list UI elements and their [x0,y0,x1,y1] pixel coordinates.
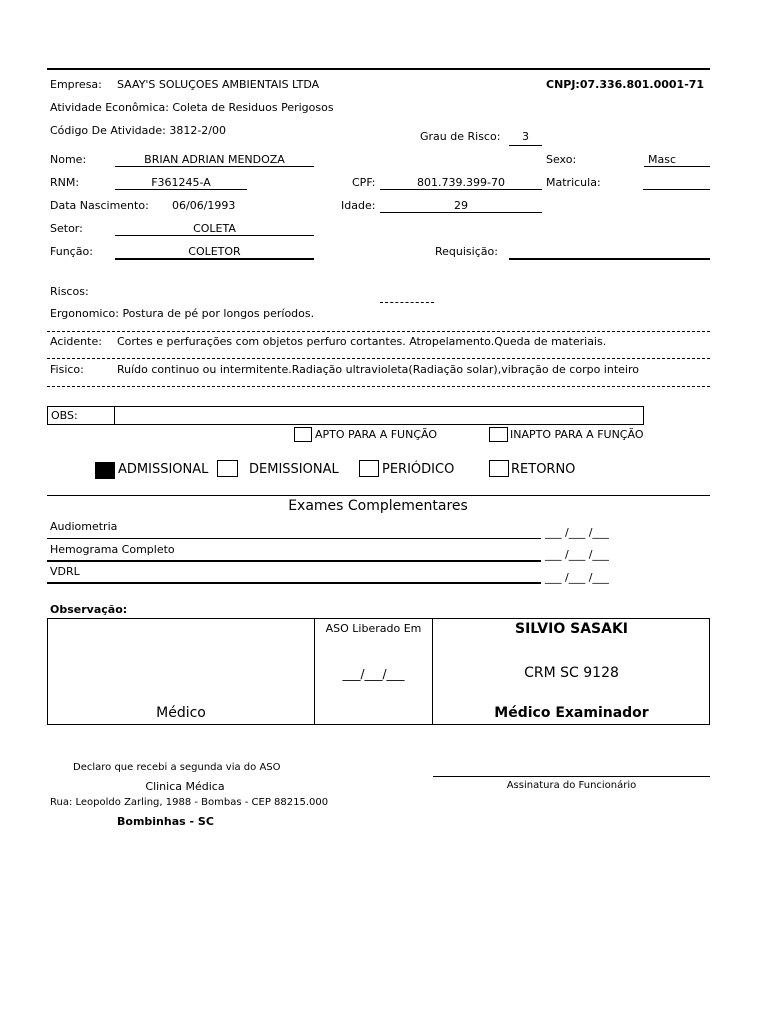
periodico-checkbox[interactable] [359,460,379,477]
clinica-address: Rua: Leopoldo Zarling, 1988 - Bombas - CEP 88215.000 [50,797,329,808]
nome-underline [115,166,314,167]
nome-label: Nome: [50,153,87,166]
exame-name-0: Audiometria [50,520,118,533]
nascimento-label: Data Nascimento: [50,199,149,212]
ergonomico-text: Ergonomico: Postura de pé por longos períodos. [50,307,315,320]
exame-date-1: ___ /___ /___ [545,548,609,561]
rnm-value: F361245-A [151,176,211,189]
fisico-label: Fisico: [50,363,84,376]
riscos-title: Riscos: [50,285,89,298]
ergonomico-divider [47,331,710,332]
admissional-checkbox[interactable] [95,462,115,479]
exame-name-1: Hemograma Completo [50,543,175,556]
inapto-label: INAPTO PARA A FUNÇÃO [510,428,644,441]
exame-name-2: VDRL [50,565,80,578]
retorno-label: RETORNO [511,462,576,477]
nome-value: BRIAN ADRIAN MENDOZA [144,153,285,166]
periodico-label: PERIÓDICO [382,462,455,477]
funcao-underline [115,258,314,260]
acidente-value: Cortes e perfurações com objetos perfuro cortantes. Atropelamento.Queda de materiais. [117,335,607,348]
requisicao-label: Requisição: [435,245,498,258]
acidente-label: Acidente: [50,335,102,348]
setor-underline [115,235,314,236]
idade-underline [380,212,542,213]
requisicao-underline [509,258,710,260]
apto-label: APTO PARA A FUNÇÃO [315,428,438,441]
matricula-label: Matricula: [546,176,601,189]
exames-top-rule [47,495,710,496]
doctor-crm: CRM SC 9128 [524,665,619,681]
grau-risco-underline [509,145,542,146]
codigo-atividade-text: Código De Atividade: 3812-2/00 [50,124,226,137]
setor-value: COLETA [193,222,236,235]
funcao-label: Função: [50,245,93,258]
idade-value: 29 [454,199,468,212]
exames-title: Exames Complementares [288,498,468,514]
apto-checkbox[interactable] [294,427,312,442]
fisico-value: Ruído continuo ou intermitente.Radiação ultravioleta(Radiação solar),vibração de corpo inteiro [117,363,639,376]
obs-label: OBS: [51,409,78,422]
sexo-label: Sexo: [546,153,577,166]
cpf-underline [380,189,542,190]
idade-label: Idade: [341,199,376,212]
exame-row-line-2 [47,582,541,584]
observacao-label: Observação: [50,603,128,616]
riscos-dash-fragment [380,302,434,303]
medico-label: Médico [156,705,206,721]
nascimento-value: 06/06/1993 [172,199,236,212]
matricula-underline [643,189,710,190]
inapto-checkbox[interactable] [489,427,508,442]
exame-date-0: ___ /___ /___ [545,526,609,539]
cpf-value: 801.739.399-70 [417,176,505,189]
funcao-value: COLETOR [188,245,241,258]
rnm-underline [115,189,247,190]
exame-row-line-0 [47,538,541,539]
grau-risco-value: 3 [522,130,529,143]
assinatura-line [433,776,710,777]
grau-risco-label: Grau de Risco: [420,130,501,143]
atividade-text: Atividade Econômica: Coleta de Residuos Perigosos [50,101,334,114]
top-rule [47,68,710,70]
exame-date-2: ___ /___ /___ [545,571,609,584]
rnm-label: RNM: [50,176,80,189]
aso-liberado-date: ___/___/___ [342,667,405,681]
clinica-name: Clinica Médica [145,780,225,793]
doctor-name: SILVIO SASAKI [515,621,628,637]
cpf-label: CPF: [352,176,376,189]
admissional-label: ADMISSIONAL [118,462,209,477]
medico-examinador-label: Médico Examinador [494,705,649,721]
clinica-city: Bombinhas - SC [117,815,214,828]
setor-label: Setor: [50,222,83,235]
sexo-value: Masc [647,153,676,166]
fisico-divider [47,386,710,387]
exame-row-line-1 [47,560,541,562]
retorno-checkbox[interactable] [489,460,509,477]
acidente-divider [47,358,710,359]
demissional-label: DEMISSIONAL [249,462,339,477]
assinatura-label: Assinatura do Funcionário [506,780,637,791]
declaro-text: Declaro que recebi a segunda via do ASO [73,762,281,773]
cnpj-text: CNPJ:07.336.801.0001-71 [546,78,705,91]
empresa-label: Empresa: [50,78,102,91]
aso-liberado-label: ASO Liberado Em [325,622,422,635]
demissional-checkbox[interactable] [217,460,238,477]
empresa-value: SAAY'S SOLUÇOES AMBIENTAIS LTDA [117,78,320,91]
obs-input[interactable] [115,407,643,424]
sexo-underline [644,166,710,167]
